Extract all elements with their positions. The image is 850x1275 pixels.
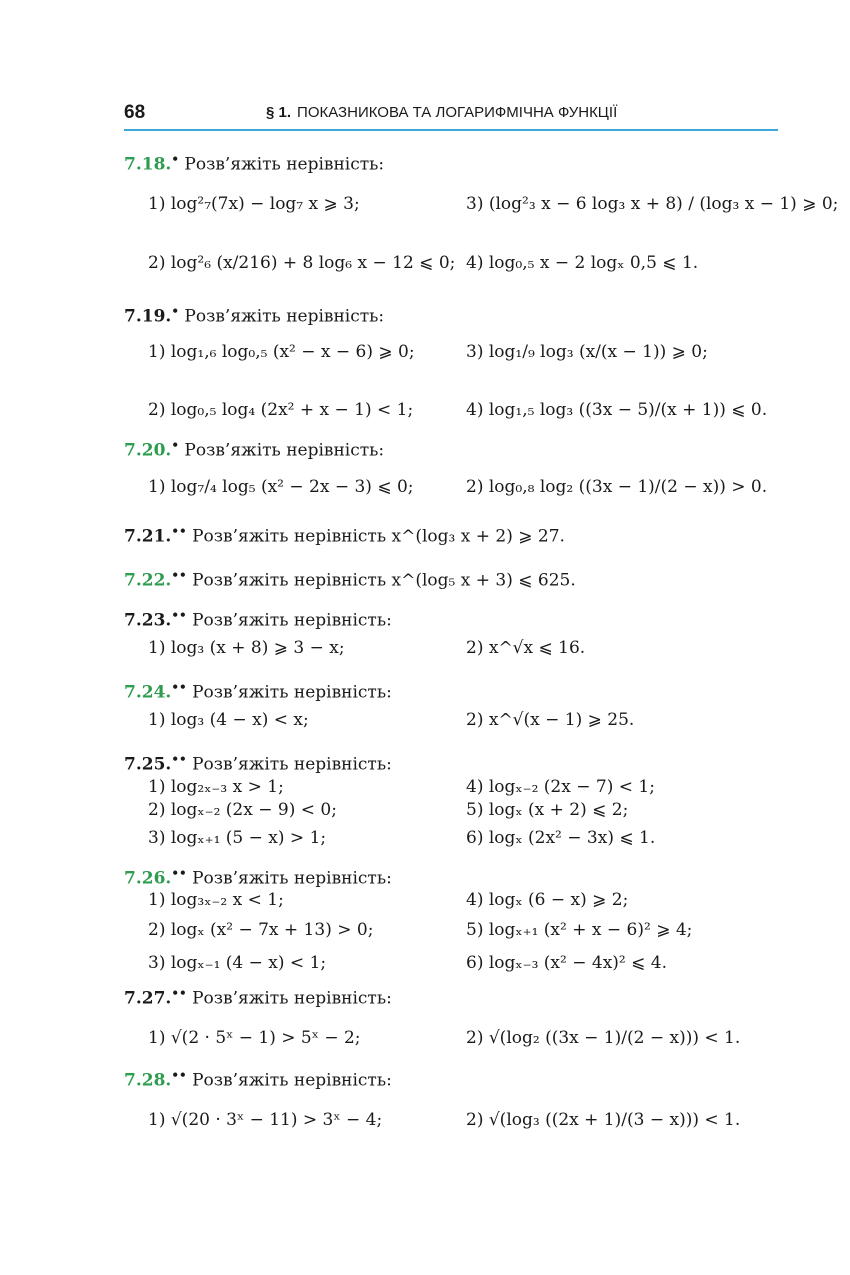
difficulty-mark: •• (171, 752, 187, 766)
problem-item: 2) x^√(x − 1) ⩾ 25. (466, 710, 635, 730)
problem-7-21 (124, 524, 565, 547)
chapter-title (266, 104, 617, 121)
section-title: ПОКАЗНИКОВА ТА ЛОГАРИФМІЧНА ФУНКЦІЇ (297, 104, 618, 121)
page-header (124, 96, 778, 132)
problem-item: 2) logₓ (x² − 7x + 13) > 0; (148, 920, 374, 940)
header-rule (124, 129, 778, 131)
difficulty-mark: • (171, 304, 179, 318)
difficulty-mark: •• (171, 608, 187, 622)
problem-item: 4) log₁,₅ log₃ ((3x − 5)/(x + 1)) ⩽ 0. (466, 400, 768, 420)
difficulty-mark: • (171, 152, 179, 166)
problem-number: 7.27. (124, 988, 172, 1009)
problem-item: 2) logₓ₋₂ (2x − 9) < 0; (148, 800, 337, 820)
problem-number: 7.18. (124, 154, 172, 175)
problem-prompt: Розв’яжіть нерівність: (192, 610, 392, 631)
problem-prompt: Розв’яжіть нерівність: (184, 154, 385, 175)
problem-prompt: Розв’яжіть нерівність: (192, 682, 392, 703)
section-mark: § 1. (266, 104, 292, 121)
difficulty-mark: •• (171, 866, 187, 880)
problem-item: 1) log₂ₓ₋₃ x > 1; (148, 777, 284, 797)
problem-expression: x^(log₅ x + 3) ⩽ 625. (391, 570, 576, 591)
problem-item: 6) logₓ₋₃ (x² − 4x)² ⩽ 4. (466, 953, 668, 973)
problem-item: 1) log₃ₓ₋₂ x < 1; (148, 890, 284, 910)
problem-prompt: Розв’яжіть нерівність: (192, 1070, 392, 1091)
problem-item: 5) logₓ₊₁ (x² + x − 6)² ⩾ 4; (466, 920, 693, 940)
problem-item: 1) log₁,₆ log₀,₅ (x² − x − 6) ⩾ 0; (148, 342, 415, 362)
problem-number: 7.28. (124, 1070, 172, 1091)
problem-item: 1) log₇/₄ log₅ (x² − 2x − 3) ⩽ 0; (148, 477, 414, 497)
problem-item: 1) √(20 · 3ˣ − 11) > 3ˣ − 4; (148, 1110, 383, 1130)
problem-item: 2) log₀,₈ log₂ ((3x − 1)/(2 − x)) > 0. (466, 477, 768, 497)
problem-prompt: Розв’яжіть нерівність: (192, 754, 392, 775)
problem-7-19 (124, 304, 384, 327)
problem-number: 7.21. (124, 526, 172, 547)
problem-item: 2) √(log₂ ((3x − 1)/(2 − x))) < 1. (466, 1028, 741, 1048)
problem-prompt: Розв’яжіть нерівність: (184, 440, 385, 461)
problem-prompt: Розв’яжіть нерівність: (192, 868, 392, 889)
problem-7-28 (124, 1068, 392, 1091)
problem-number: 7.23. (124, 610, 172, 631)
difficulty-mark: •• (171, 986, 187, 1000)
difficulty-mark: •• (171, 680, 187, 694)
problem-item: 2) √(log₃ ((2x + 1)/(3 − x))) < 1. (466, 1110, 741, 1130)
problem-item: 4) logₓ (6 − x) ⩾ 2; (466, 890, 629, 910)
problem-item: 2) log₀,₅ log₄ (2x² + x − 1) < 1; (148, 400, 414, 420)
problem-number: 7.25. (124, 754, 172, 775)
problem-7-18 (124, 152, 384, 175)
difficulty-mark: • (171, 438, 179, 452)
difficulty-mark: •• (171, 1068, 187, 1082)
problem-item: 4) log₀,₅ x − 2 logₓ 0,5 ⩽ 1. (466, 253, 699, 273)
problem-item: 6) logₓ (2x² − 3x) ⩽ 1. (466, 828, 656, 848)
problem-item: 3) logₓ₊₁ (5 − x) > 1; (148, 828, 327, 848)
problem-item: 3) logₓ₋₁ (4 − x) < 1; (148, 953, 327, 973)
problem-7-24 (124, 680, 392, 703)
problem-item: 2) x^√x ⩽ 16. (466, 638, 586, 658)
problem-item: 2) log²₆ (x/216) + 8 log₆ x − 12 ⩽ 0; (148, 253, 456, 273)
difficulty-mark: •• (171, 524, 187, 538)
problem-item: 1) √(2 · 5ˣ − 1) > 5ˣ − 2; (148, 1028, 361, 1048)
problem-item: 3) (log²₃ x − 6 log₃ x + 8) / (log₃ x − 1) ⩾ 0; (466, 194, 839, 214)
problem-item: 4) logₓ₋₂ (2x − 7) < 1; (466, 777, 655, 797)
problem-7-26 (124, 866, 392, 889)
problem-7-23 (124, 608, 392, 631)
problem-prompt: Розв’яжіть нерівність (192, 526, 387, 547)
problem-prompt: Розв’яжіть нерівність: (192, 988, 392, 1009)
page-number: 68 (124, 102, 146, 123)
problem-prompt: Розв’яжіть нерівність: (184, 306, 385, 327)
problem-number: 7.19. (124, 306, 172, 327)
problem-number: 7.20. (124, 440, 172, 461)
problem-item: 3) log₁/₉ log₃ (x/(x − 1)) ⩾ 0; (466, 342, 708, 362)
problem-7-22 (124, 568, 576, 591)
problem-prompt: Розв’яжіть нерівність (192, 570, 387, 591)
problem-number: 7.26. (124, 868, 172, 889)
problem-7-25 (124, 752, 392, 775)
problem-number: 7.22. (124, 570, 172, 591)
problem-7-20 (124, 438, 384, 461)
problem-7-27 (124, 986, 392, 1009)
problem-item: 1) log₃ (4 − x) < x; (148, 710, 309, 730)
problem-item: 1) log²₇(7x) − log₇ x ⩾ 3; (148, 194, 360, 214)
problem-expression: x^(log₃ x + 2) ⩾ 27. (391, 526, 565, 547)
problem-number: 7.24. (124, 682, 172, 703)
problem-item: 1) log₃ (x + 8) ⩾ 3 − x; (148, 638, 345, 658)
problem-item: 5) logₓ (x + 2) ⩽ 2; (466, 800, 629, 820)
difficulty-mark: •• (171, 568, 187, 582)
